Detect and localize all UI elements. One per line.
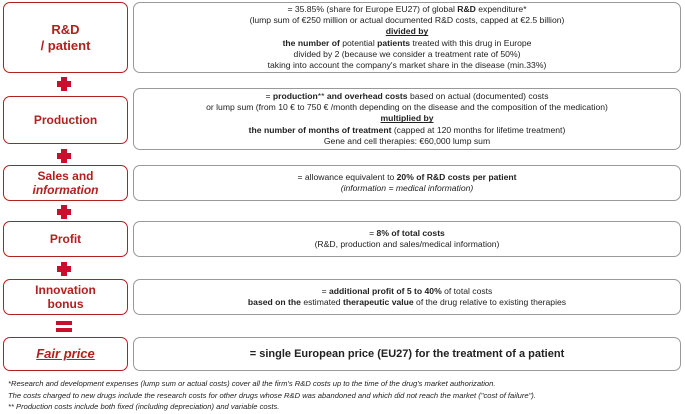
plus-icon [57, 77, 71, 91]
footnote-rd: *Research and development expenses (lump sum or actual costs) cover all the firm's R&D costs up to the time of the drug's market authorization. [8, 379, 496, 388]
equals-icon [56, 320, 72, 334]
sales-information-label: Sales and information [3, 165, 128, 201]
production-description-box [133, 88, 681, 150]
footnote-cost-of-failure: The costs charged to new drugs include the research costs for other drugs whose R&D was abandoned and which did not reach the market ("cost of failure"). [8, 391, 536, 400]
production-label: Production [3, 96, 128, 144]
sales-line1: = allowance equivalent to 20% of R&D costs per patient [297, 171, 517, 182]
innovation-bonus-label: Innovation bonus [3, 279, 128, 315]
plus-icon [57, 205, 71, 219]
profit-line1: = 8% of total costs [369, 227, 445, 238]
production-line5: Gene and cell therapies: €60,000 lump sum [323, 135, 491, 146]
rd-divided-by: divided by [385, 26, 429, 37]
fair-price-text: = single European price (EU27) for the treatment of a patient [249, 347, 565, 360]
innovation-line1: = additional profit of 5 to 40% of total costs [321, 285, 493, 296]
rd-line2: (lump sum of €250 million or actual documented R&D costs, capped at €2.5 billion) [249, 15, 565, 26]
rd-line5: divided by 2 (because we consider a treatment rate of 50%) [293, 48, 521, 59]
innovation-description-box [133, 279, 681, 315]
sales-line2: (information = medical information) [340, 183, 474, 193]
rd-line1: = 35.85% (share for Europe EU27) of global R&D expenditure* [287, 3, 527, 14]
fair-price-box [133, 337, 681, 371]
plus-icon [57, 262, 71, 276]
production-line4: the number of months of treatment (capped at 120 months for lifetime treatment) [248, 124, 566, 135]
rd-per-patient-label [3, 2, 128, 73]
profit-label: Profit [3, 221, 128, 257]
fair-price-label: Fair price [3, 337, 128, 371]
sales-description-box [133, 165, 681, 201]
profit-description-box [133, 221, 681, 257]
rd-description-box [133, 2, 681, 73]
rd-label-line2: / patient [40, 37, 91, 53]
production-line2: or lump sum (from 10 € to 750 € /month depending on the disease and the composition of the medication) [206, 102, 608, 113]
rd-line4: the number of potential patients treated with this drug in Europe [282, 37, 532, 48]
plus-icon [57, 149, 71, 163]
profit-line2: (R&D, production and sales/medical information) [314, 239, 500, 249]
rd-label-line1: R&D [51, 21, 80, 37]
innovation-line2: based on the estimated therapeutic value of the drug relative to existing therapies [247, 297, 567, 307]
rd-line6: taking into account the company's market share in the disease (min.33%) [267, 59, 547, 70]
production-multiplied-by: multiplied by [380, 113, 434, 124]
footnote-production: ** Production costs include both fixed (including depreciation) and variable costs. [8, 402, 280, 411]
production-line1: = production** and overhead costs based on actual (documented) costs [265, 91, 549, 102]
